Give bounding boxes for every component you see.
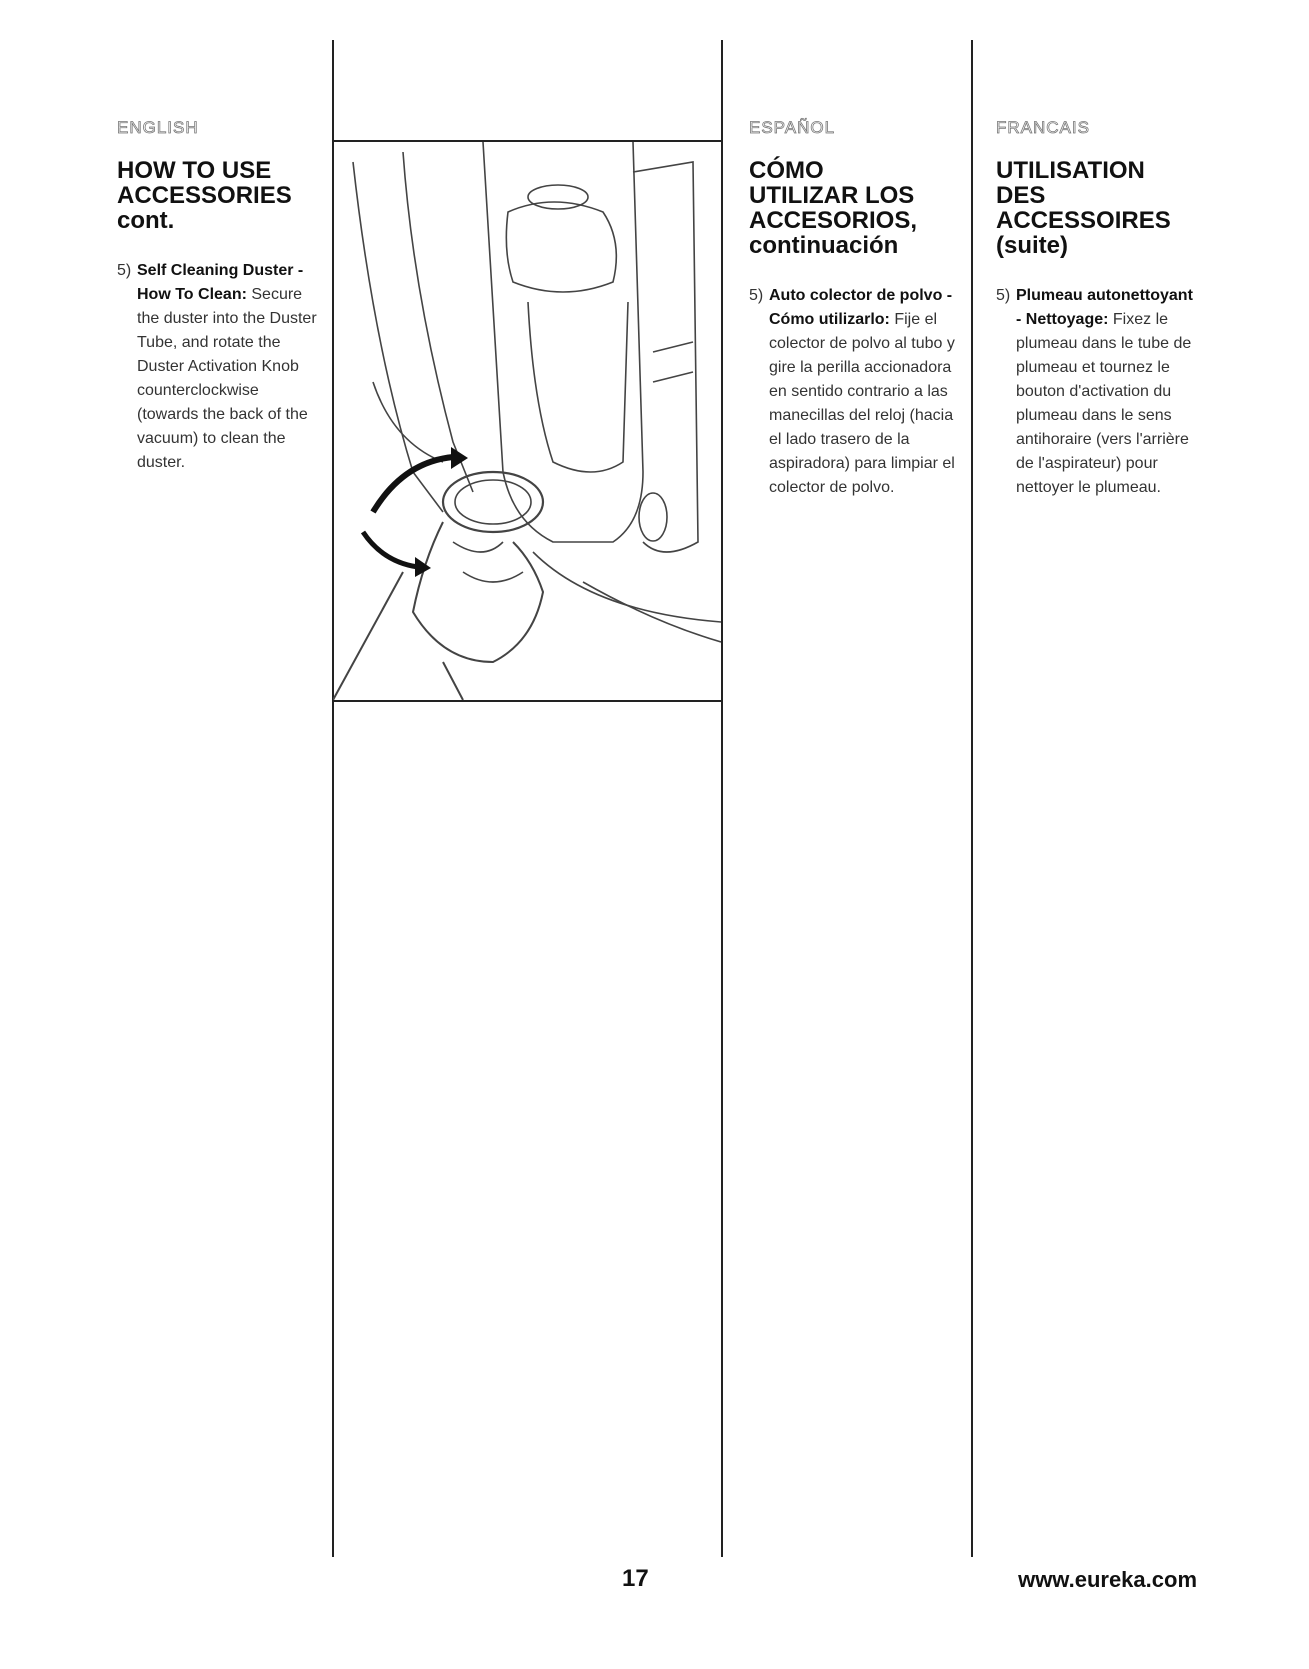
section-heading-french bbox=[996, 158, 1196, 258]
heading-line: continuación bbox=[749, 232, 899, 259]
column-divider-2 bbox=[721, 40, 723, 1557]
step-5-english bbox=[117, 259, 317, 475]
step-title: Plumeau autonettoyant - Nettoyage: bbox=[1016, 287, 1193, 328]
step-number: 5) bbox=[117, 262, 132, 279]
step-title: Auto colector de polvo - Cómo utilizarlo: bbox=[769, 287, 953, 328]
french-column bbox=[996, 118, 1196, 500]
language-label-spanish: ESPAÑOL bbox=[749, 118, 836, 137]
step-title: Self Cleaning Duster - How To Clean: bbox=[137, 262, 304, 303]
step-5-spanish bbox=[749, 284, 961, 500]
language-label-french: FRANCAIS bbox=[996, 118, 1090, 137]
duster-illustration bbox=[333, 140, 721, 702]
english-column bbox=[117, 118, 317, 475]
step-number: 5) bbox=[749, 287, 764, 304]
heading-line: cont. bbox=[117, 207, 175, 234]
heading-line: ACCESSOIRES bbox=[996, 207, 1171, 234]
website-link[interactable]: www.eureka.com bbox=[1018, 1567, 1197, 1592]
step-text: Fixez le plumeau dans le tube de plumeau et tournez le bouton d'activation du plumeau dans le sens antihoraire (vers l'arrière de l'aspirateur) pour nettoyer le plumeau. bbox=[1016, 311, 1192, 496]
language-label-english: ENGLISH bbox=[117, 118, 199, 137]
heading-line: UTILISATION bbox=[996, 157, 1145, 184]
section-heading-english bbox=[117, 158, 317, 233]
page-number: 17 bbox=[622, 1565, 649, 1592]
step-5-french bbox=[996, 284, 1196, 500]
heading-line: UTILIZAR LOS bbox=[749, 182, 915, 209]
step-number: 5) bbox=[996, 287, 1011, 304]
heading-line: DES bbox=[996, 182, 1046, 209]
step-text: Secure the duster into the Duster Tube, and rotate the Duster Activation Knob counterclockwise (towards the back of the vacuum) to clean the duster. bbox=[137, 286, 317, 471]
heading-line: ACCESORIOS, bbox=[749, 207, 918, 234]
spanish-column bbox=[749, 118, 961, 500]
column-divider-3 bbox=[971, 40, 973, 1557]
heading-line: CÓMO bbox=[749, 157, 824, 184]
section-heading-spanish bbox=[749, 158, 961, 258]
heading-line: HOW TO USE bbox=[117, 157, 272, 184]
step-text: Fije el colector de polvo al tubo y gire la perilla accionadora en sentido contrario a las manecillas del reloj (hacia el lado trasero de la aspiradora) para limpiar el colector de polvo. bbox=[769, 311, 955, 496]
heading-line: (suite) bbox=[996, 232, 1068, 259]
heading-line: ACCESSORIES bbox=[117, 182, 292, 209]
